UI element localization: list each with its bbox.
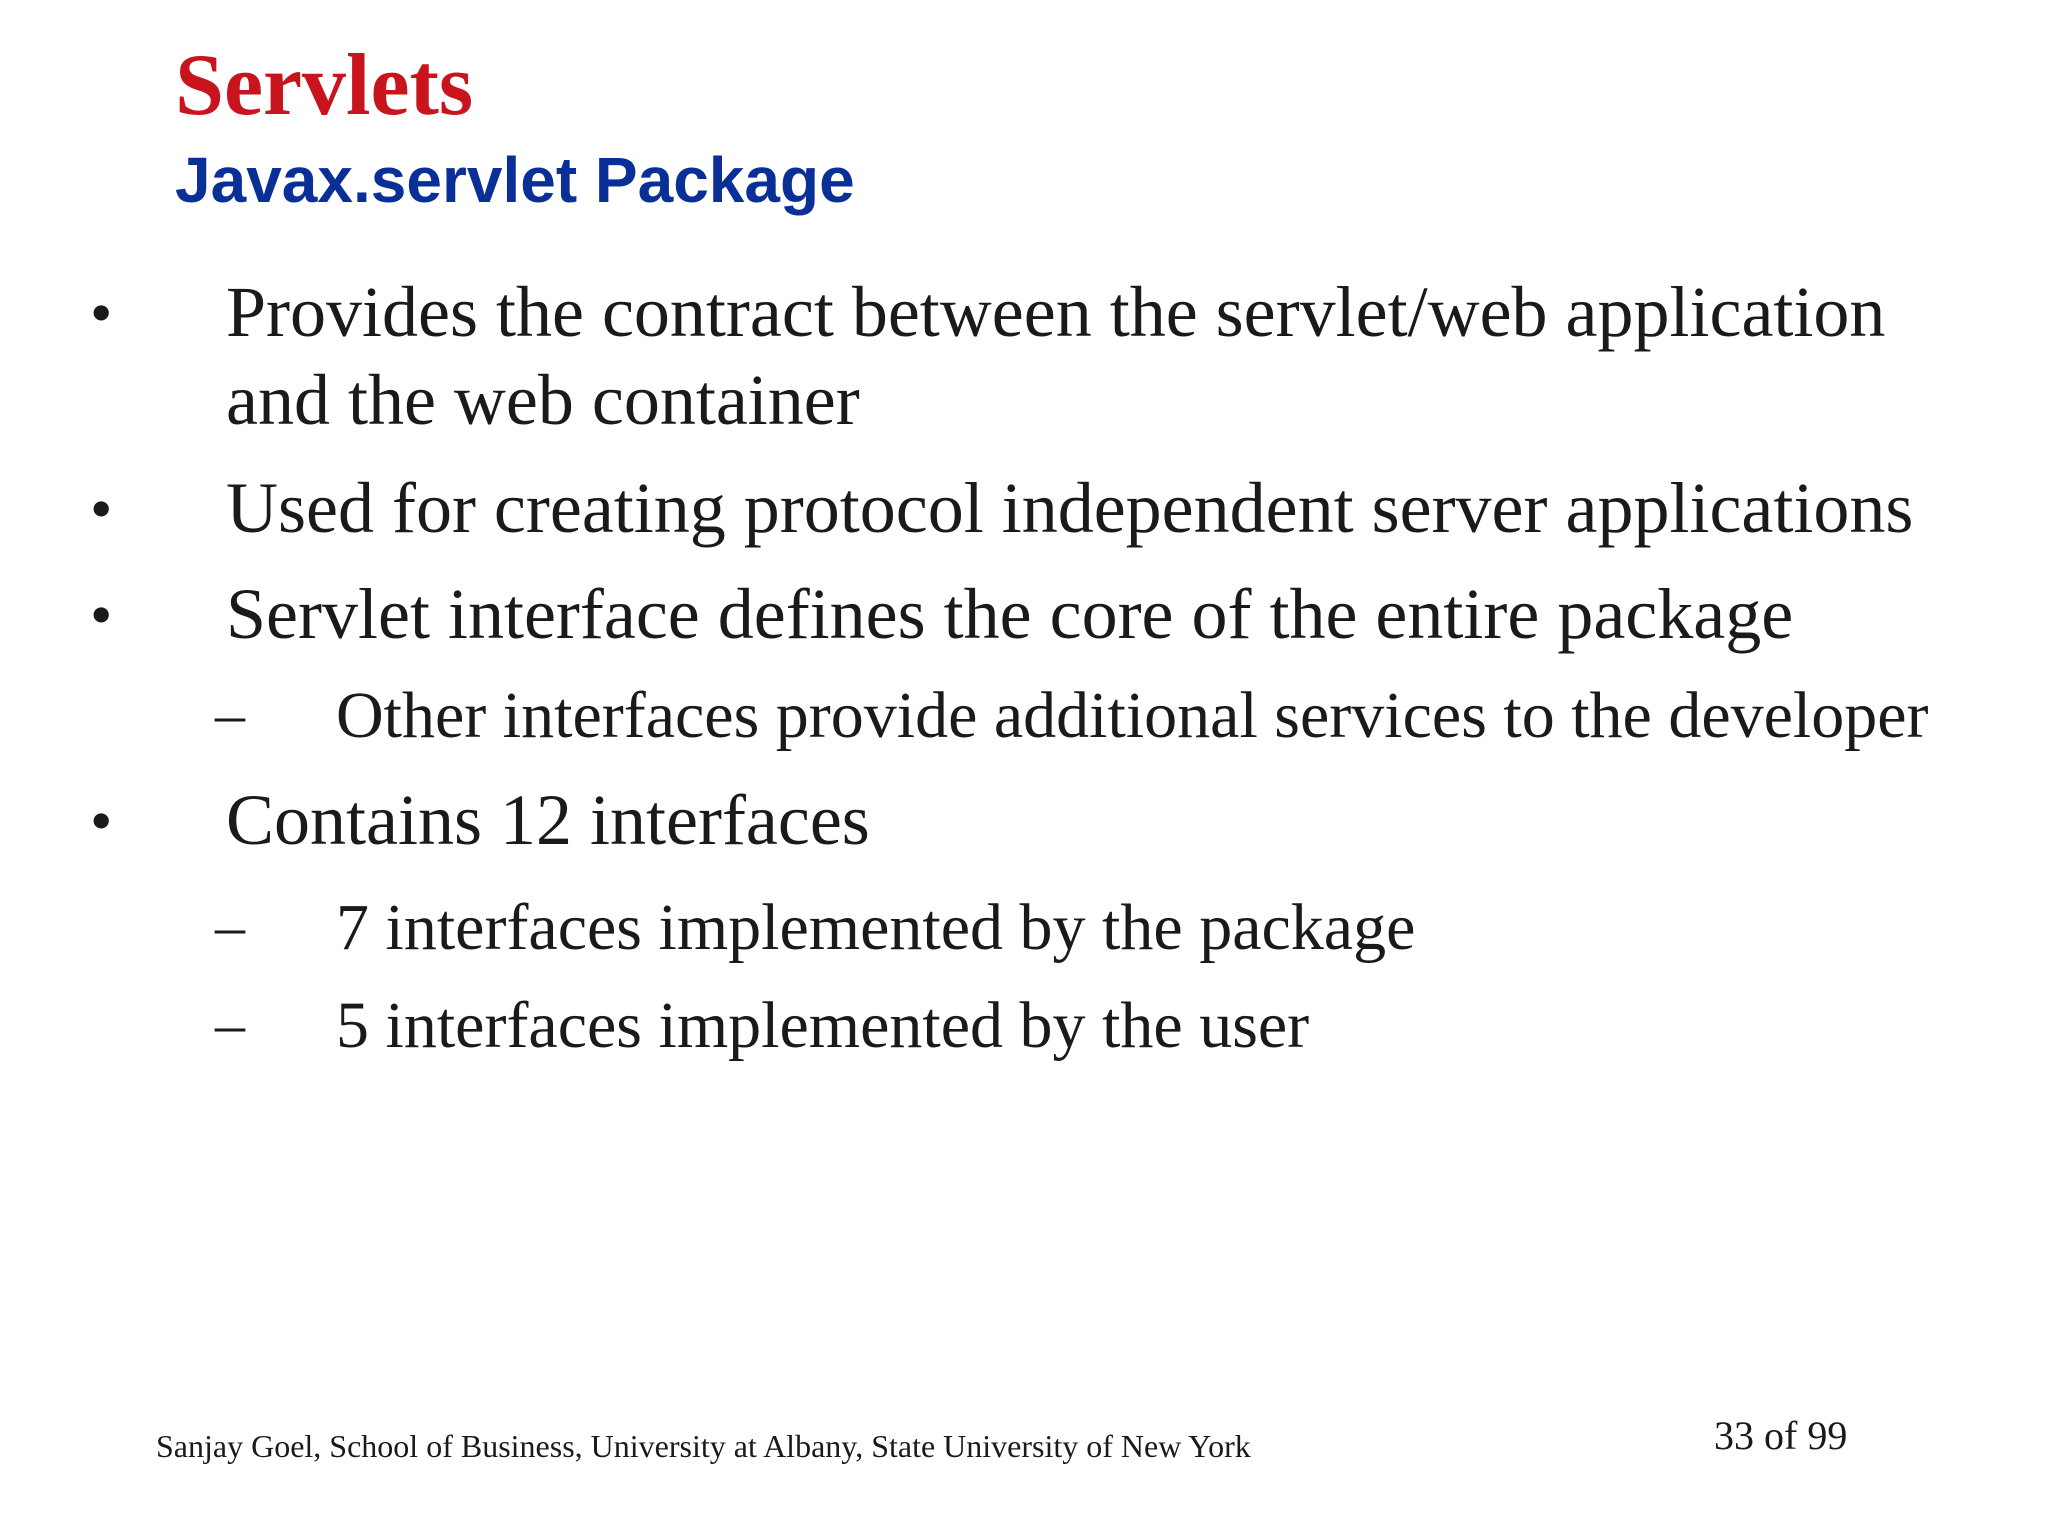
bullet-text: Used for creating protocol independent server applications (226, 468, 1914, 548)
sub-bullet-text: 7 interfaces implemented by the package (336, 891, 1416, 964)
page-number: 33 of 99 (1714, 1413, 1848, 1458)
bullet-marker: • (90, 785, 113, 856)
bullet-marker: • (90, 277, 113, 348)
slide-footer: Sanjay Goel, School of Business, University at Albany, State University of New York (156, 1428, 1251, 1464)
sub-bullet-text: 5 interfaces implemented by the user (336, 989, 1310, 1062)
bullet-marker: • (90, 579, 113, 650)
dash-marker: – (215, 681, 245, 747)
bullet-text: Contains 12 interfaces (226, 780, 870, 860)
bullet-text: Servlet interface defines the core of the entire package (226, 574, 1794, 654)
slide-title: Servlets (175, 37, 474, 134)
bullet-marker: • (90, 473, 113, 544)
dash-marker: – (215, 893, 245, 959)
bullet-text: Provides the contract between the servlet/web application (226, 272, 1886, 352)
slide-subtitle: Javax.servlet Package (175, 144, 855, 216)
sub-bullet-text: Other interfaces provide additional services to the developer (336, 679, 1929, 752)
bullet-text-continuation: and the web container (226, 360, 860, 440)
dash-marker: – (215, 991, 245, 1057)
